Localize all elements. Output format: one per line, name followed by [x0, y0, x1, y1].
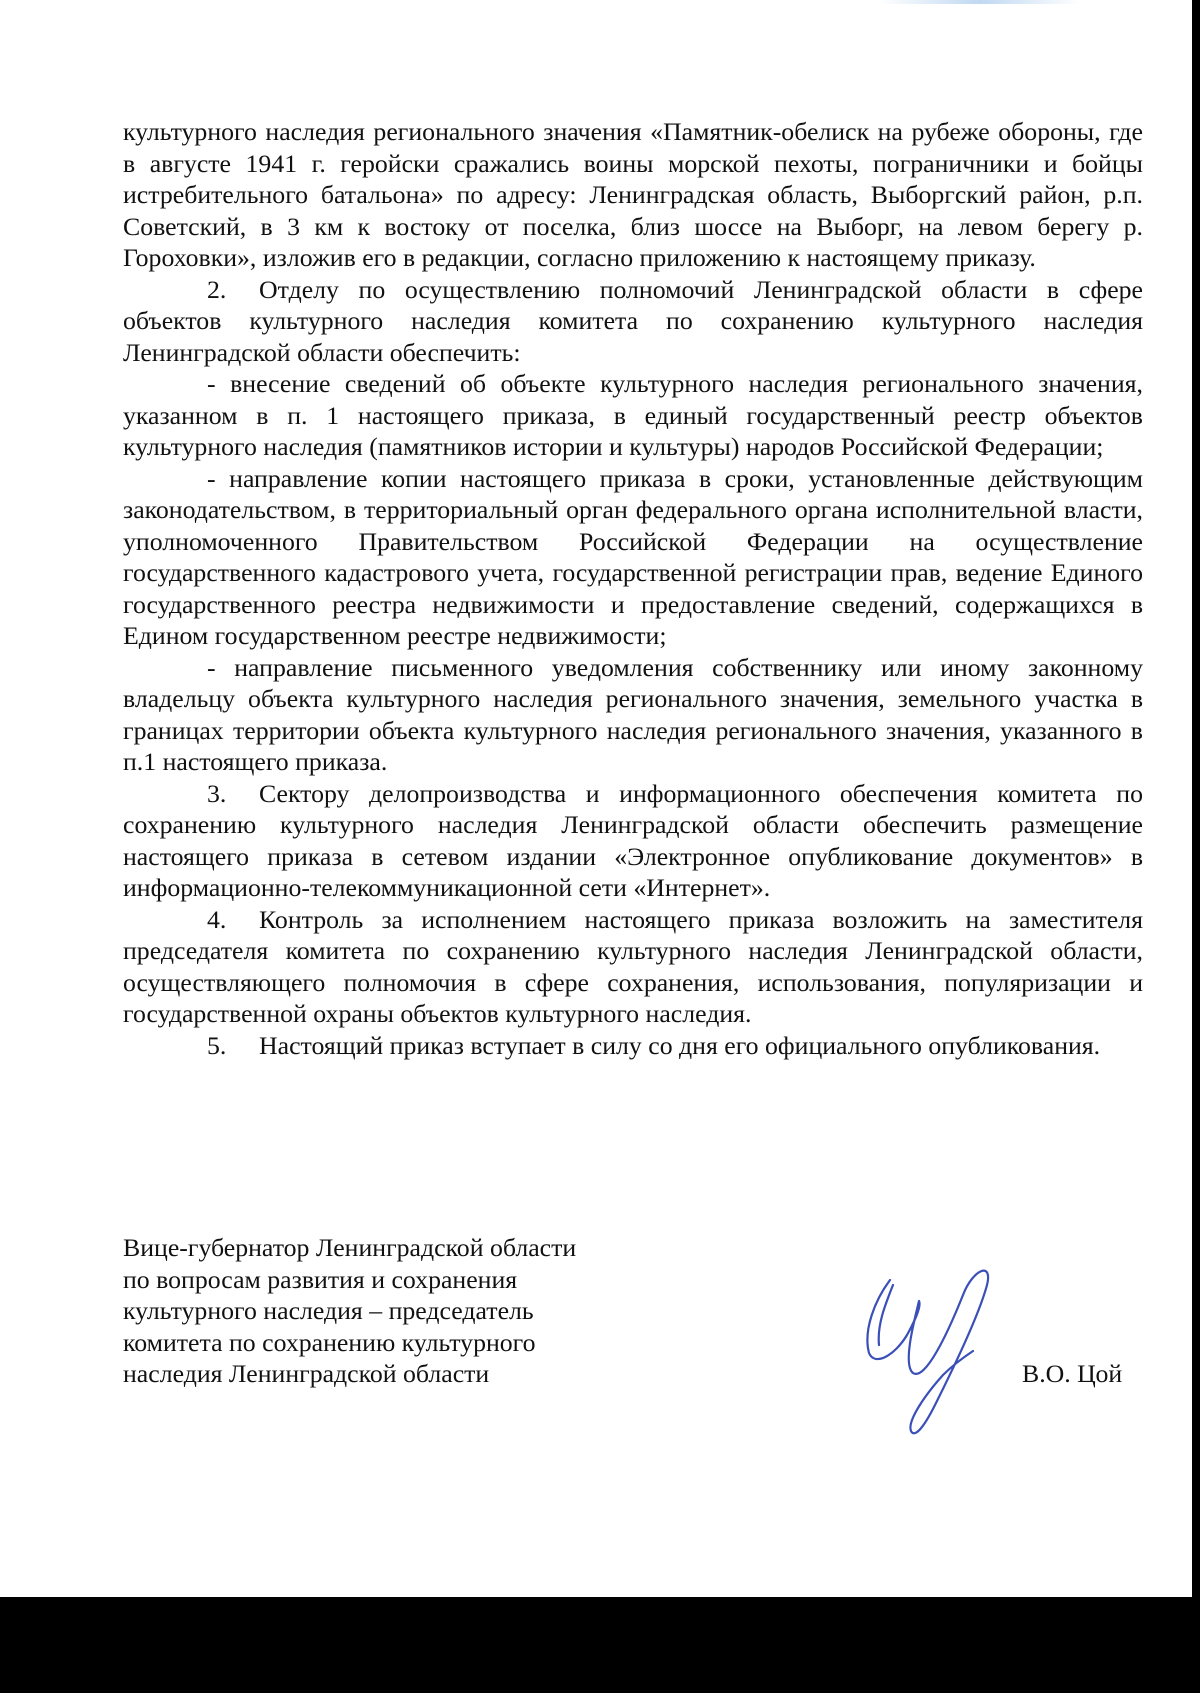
handwritten-signature	[855, 1255, 1005, 1445]
item-text: Сектору делопроизводства и информационного обеспечения комитета по сохранению культурного наследия Ленинградской области обеспечить размещение настоящего приказа в сетевом издании «Электронное опубликование документов» в информационно-телекоммуникационной сети «Интернет».	[123, 778, 1143, 902]
signatory-title-line: по вопросам развития и сохранения	[123, 1264, 518, 1294]
signatory-title-line: Вице-губернатор Ленинградской области	[123, 1233, 577, 1262]
signatory-title-line: комитета по сохранению культурного	[123, 1327, 536, 1357]
sub-item-paragraph: - внесение сведений об объекте культурного наследия регионального значения, указанном в п. 1 настоящего приказа, в единый государственный реестр объектов культурного наследия (памятников истории и культуры) народов Российской Федерации;	[123, 369, 1143, 461]
sub-item-paragraph: - направление письменного уведомления собственнику или иному законному владельцу объекта культурного наследия регионального значения, земельного участка в границах территории объекта культурного наследия регионального значения, указанного в п.1 настоящего приказа.	[123, 652, 1143, 776]
intro-paragraph: культурного наследия регионального значения «Памятник-обелиск на рубеже обороны, где в августе 1941 г. геройски сражались воины морской пехоты, пограничники и бойцы истребительного батальона» по адресу: Ленинградская область, Выборгский район, р.п. Советский, в 3 км к востоку от поселка, близ шоссе на Выборг, на левом берегу р. Гороховки», изложив его в редакции, согласно приложению к настоящему приказу.	[123, 117, 1143, 272]
item-text: Контроль за исполнением настоящего приказа возложить на заместителя председателя комитета по сохранению культурного наследия Ленинградской области, осуществляющего полномочия в сфере сохранения, использования, популяризации и государственной охраны объектов культурного наследия.	[123, 904, 1143, 1028]
item-number: 4.	[207, 904, 227, 934]
item-number: 3.	[207, 778, 227, 808]
item-text: Отделу по осуществлению полномочий Ленинградской области в сфере объектов культурного наследия комитета по сохранению культурного наследия Ленинградской области обеспечить:	[123, 274, 1143, 367]
item-2-paragraph	[123, 274, 1143, 369]
signatory-title	[123, 1232, 643, 1390]
item-4-paragraph	[123, 904, 1143, 1030]
signatory-name: В.О. Цой	[1022, 1359, 1123, 1388]
item-3-paragraph	[123, 778, 1143, 904]
item-number: 5.	[207, 1030, 227, 1060]
item-number: 2.	[207, 274, 227, 304]
item-5-paragraph	[123, 1030, 1143, 1062]
scan-border-right	[1192, 0, 1200, 1597]
document-body	[123, 116, 1143, 1061]
signatory-title-line: наследия Ленинградской области	[123, 1359, 490, 1388]
item-text: Настоящий приказ вступает в силу со дня его официального опубликования.	[259, 1030, 1101, 1060]
scan-artifact-top	[880, 0, 1080, 4]
signatory-title-line: культурного наследия – председатель	[123, 1296, 534, 1325]
sub-item-paragraph: - направление копии настоящего приказа в сроки, установленные действующим законодательством, в территориальный орган федерального органа исполнительной власти, уполномоченного Правительством Российской Федерации на осуществление государственного кадастрового учета, государственной регистрации прав, ведение Единого государственного реестра недвижимости и предоставление сведений, содержащихся в Едином государственном реестре недвижимости;	[123, 463, 1143, 650]
